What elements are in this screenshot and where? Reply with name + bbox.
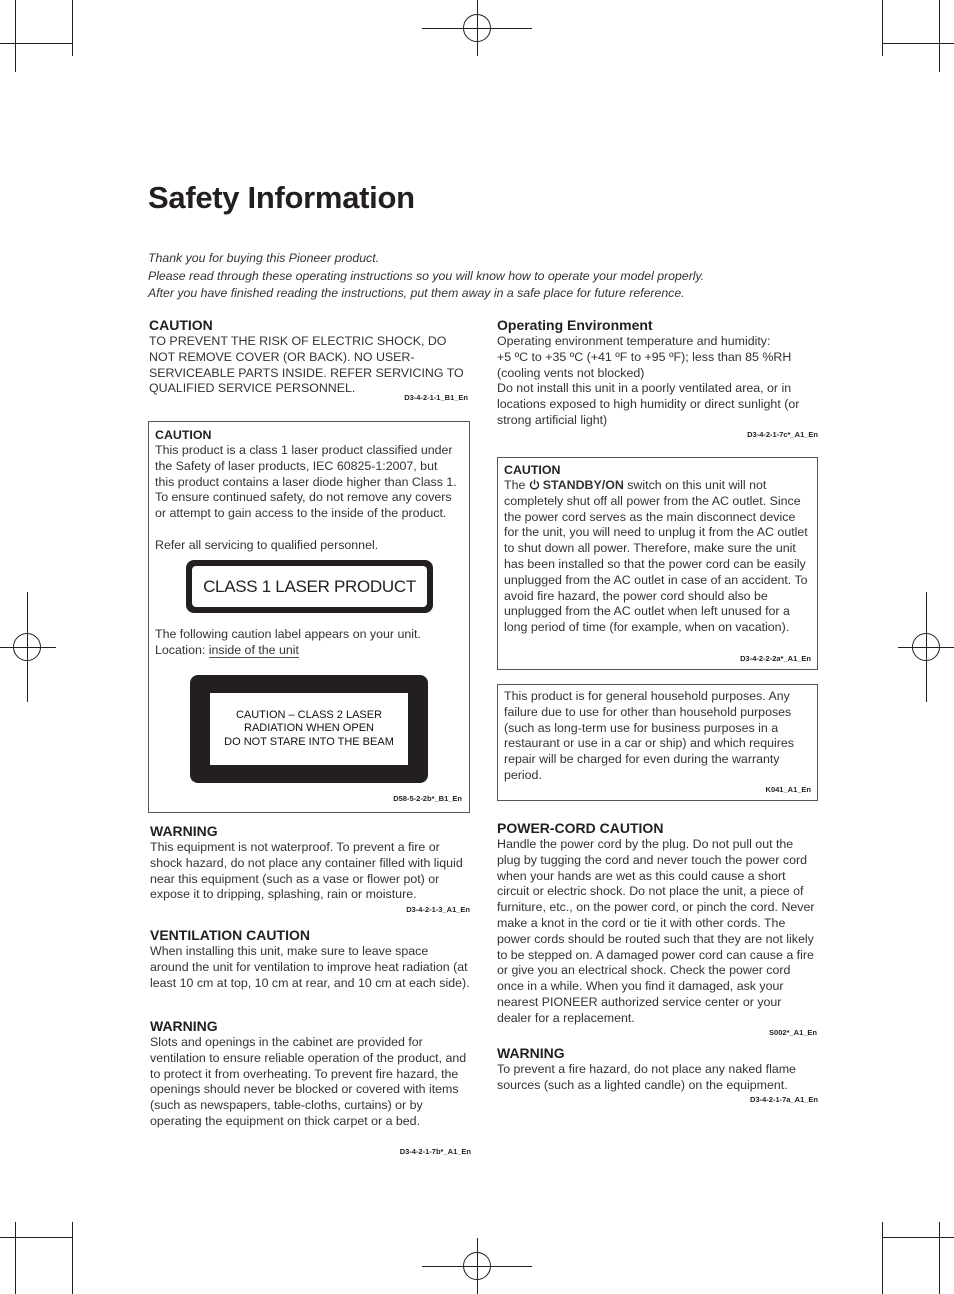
doc-code: S002*_A1_En bbox=[769, 1028, 817, 1037]
power-cord-heading: POWER-CORD CAUTION bbox=[497, 820, 664, 836]
warning-heading: WARNING bbox=[150, 1018, 218, 1034]
household-notice-box bbox=[497, 684, 818, 801]
caution-text: TO PREVENT THE RISK OF ELECTRIC SHOCK, DO NOT REMOVE COVER (OR BACK). NO USER-SERVICEABLE PARTS INSIDE. REFER SERVICING TO QUALIFIED SERVICE PERSONNEL. bbox=[149, 334, 464, 396]
power-cord-text: Handle the power cord by the plug. Do not pull out the plug by tugging the cord and never touch the power cord when your hands are wet as this could cause a short circuit or electric shock. Do not place the unit, a piece of furniture, etc., on the power cord, or pinch the cord. Never make a knot in the cord or tie it with other cords. The power cords should be routed such that they are not likely to be stepped on. A damaged power cord can cause a fire or give you an electrical shock. Check the power cord once in a while. When you find it damaged, ask your nearest PIONEER authorized service center or your dealer for a replacement. bbox=[497, 837, 815, 1025]
label-line: RADIATION WHEN OPEN bbox=[244, 722, 374, 735]
doc-code: D3-4-2-1-3_A1_En bbox=[406, 905, 470, 914]
warning-text: Slots and openings in the cabinet are provided for ventilation to ensure reliable operation of the product, and to protect it from overheating. To prevent fire hazard, the openings should never be blocked or covered with items (such as newspapers, table-cloths, curtains) or by operating the equipment on thick carpet or a bed. bbox=[150, 1035, 467, 1128]
ventilation-section bbox=[150, 927, 470, 991]
page-title: Safety Information bbox=[148, 180, 415, 215]
label-info-text: The following caution label appears on your unit. bbox=[155, 627, 421, 641]
warning-text: To prevent a fire hazard, do not place any naked flame sources (such as a lighted candle) on the equipment. bbox=[497, 1062, 796, 1092]
warning-waterproof-section bbox=[150, 823, 470, 903]
label-location bbox=[155, 643, 465, 659]
standby-caution-box bbox=[497, 457, 818, 670]
laser-caution-box bbox=[148, 421, 470, 813]
environment-section bbox=[497, 317, 819, 429]
doc-code: D3-4-2-1-1_B1_En bbox=[404, 393, 468, 402]
environment-heading: Operating Environment bbox=[497, 317, 653, 333]
environment-text: Do not install this unit in a poorly ventilated area, or in locations exposed to high humidity or direct sunlight (or strong artificial light) bbox=[497, 381, 800, 427]
doc-code: K041_A1_En bbox=[765, 785, 811, 794]
label-line: DO NOT STARE INTO THE BEAM bbox=[224, 735, 394, 748]
doc-code: D58-5-2-2b*_B1_En bbox=[393, 794, 462, 803]
standby-body: switch on this unit will not completely shut off all power from the AC outlet. Since the power cord serves as the main disconnect device for the unit, you will need to unplug it from the AC outlet to shut down all power. Therefore, make sure the unit has been installed so that the power cord can be easily unplugged from the AC outlet in case of an accident. To avoid fire hazard, the power cord should also be unplugged from the AC outlet when left unused for a long period of time (for example, when on vacation). bbox=[504, 478, 808, 635]
power-cord-section bbox=[497, 820, 819, 1027]
laser-servicing-text: Refer all servicing to qualified personnel. bbox=[155, 538, 379, 552]
household-notice-text: This product is for general household purposes. Any failure due to use for other than household purposes (such as long-term use for business purposes in a restaurant or use in a car or ship) and which requires repair will be charged for even during the warranty period. bbox=[504, 689, 794, 782]
laser-caution-text: This product is a class 1 laser product classified under the Safety of laser products, IEC 60825-1:2007, but this product contains a laser diode higher than Class 1. To ensure continued safety, do not remove any covers or attempt to gain access to the inside of the product. bbox=[155, 443, 457, 521]
standby-caution-text bbox=[504, 478, 812, 636]
doc-code: D3-4-2-1-7a_A1_En bbox=[750, 1095, 818, 1104]
warning-text: This equipment is not waterproof. To prevent a fire or shock hazard, do not place any container filled with liquid near this equipment (such as a vase or flower pot) or expose it to dripping, splashing, rain or moisture. bbox=[150, 840, 463, 902]
warning-heading: WARNING bbox=[150, 823, 218, 839]
standby-caution-heading: CAUTION bbox=[504, 463, 561, 477]
location-prefix: Location: bbox=[155, 643, 209, 657]
power-icon bbox=[529, 479, 540, 490]
label-line: CAUTION – CLASS 2 LASER bbox=[235, 708, 383, 721]
caution-section bbox=[149, 317, 469, 397]
laser-caution-heading: CAUTION bbox=[155, 428, 212, 442]
ventilation-text: When installing this unit, make sure to leave space around the unit for ventilation to improve heat radiation (at least 10 cm at top, 10 cm at rear, and 10 cm at each side). bbox=[150, 944, 470, 990]
intro-text bbox=[148, 250, 788, 303]
doc-code: D3-4-2-1-7c*_A1_En bbox=[747, 430, 818, 439]
warning-flame-section bbox=[497, 1045, 819, 1094]
doc-code: D3-4-2-2-2a*_A1_En bbox=[740, 654, 811, 663]
caution-heading: CAUTION bbox=[149, 317, 213, 333]
intro-line: Please read through these operating instructions so you will know how to operate your model properly. bbox=[148, 268, 705, 283]
ventilation-heading: VENTILATION CAUTION bbox=[150, 927, 310, 943]
class2-laser-label bbox=[190, 675, 428, 783]
warning-heading: WARNING bbox=[497, 1045, 565, 1061]
standby-on-label: STANDBY/ON bbox=[542, 478, 624, 492]
intro-line: Thank you for buying this Pioneer product. bbox=[148, 251, 380, 265]
standby-prefix: The bbox=[504, 478, 529, 492]
intro-line: After you have finished reading the instructions, put them away in a safe place for future reference. bbox=[148, 286, 685, 301]
warning-openings-section bbox=[150, 1018, 470, 1130]
doc-code: D3-4-2-1-7b*_A1_En bbox=[399, 1147, 471, 1156]
class1-laser-label bbox=[186, 560, 433, 613]
location-value: inside of the unit bbox=[208, 643, 299, 657]
class1-laser-label-text: CLASS 1 LASER PRODUCT bbox=[192, 566, 427, 607]
environment-line: +5 ºC to +35 ºC (+41 ºF to +95 ºF); less than 85 %RH (cooling vents not blocked) bbox=[497, 349, 792, 380]
environment-line: Operating environment temperature and humidity: bbox=[497, 334, 771, 348]
